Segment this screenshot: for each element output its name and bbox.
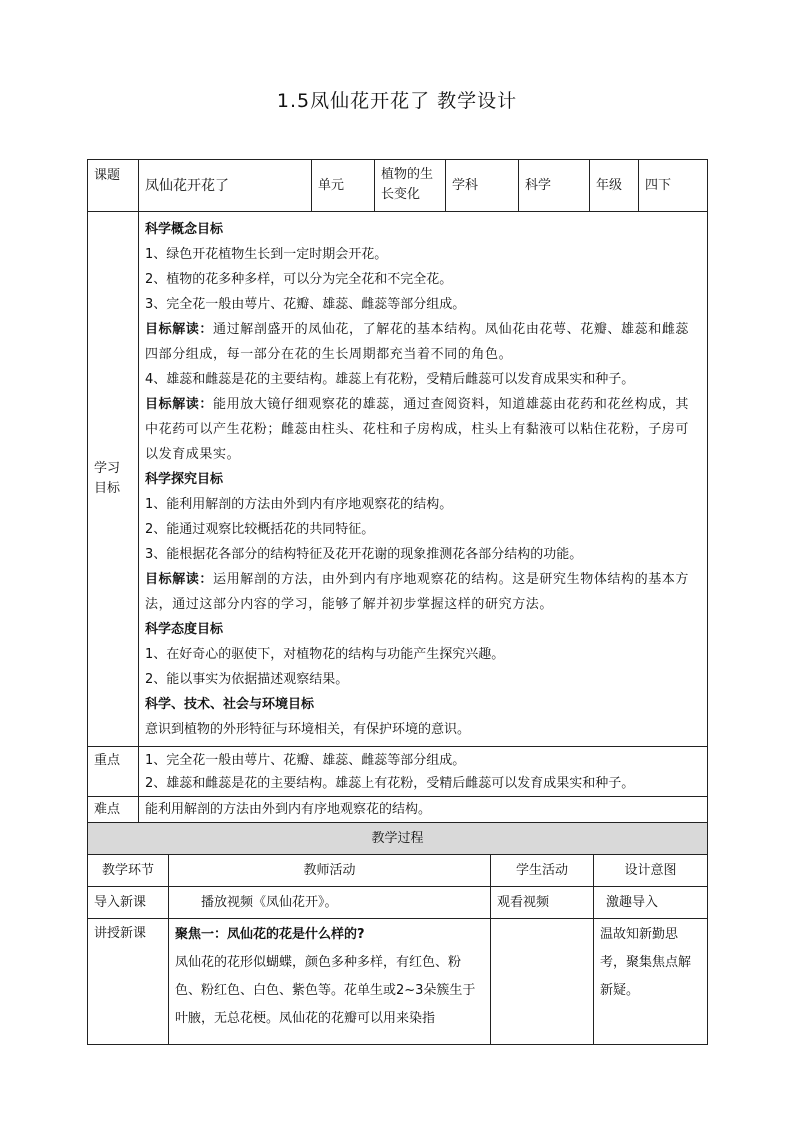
goal-line: 1、绿色开花植物生长到一定时期会开花。 xyxy=(145,247,388,262)
intent-teach-text: 温故知新勤思考，聚集焦点解新疑。 xyxy=(600,927,692,998)
label-difficulty: 难点 xyxy=(88,797,139,823)
intent-intro: 激趣导入 xyxy=(594,887,708,919)
goal-note-label: 目标解读： xyxy=(145,572,214,587)
topic-value: 凤仙花开花了 xyxy=(139,160,312,212)
student-intro: 观看视频 xyxy=(491,887,594,919)
goal-line: 3、能根据花各部分的结构特征及花开花谢的现象推测花各部分结构的功能。 xyxy=(145,547,583,562)
document-title: 1.5凤仙花开花了 教学设计 xyxy=(276,90,518,112)
subject-value: 科学 xyxy=(519,160,590,212)
goal-heading: 科学探究目标 xyxy=(145,472,224,487)
unit-value: 植物的生长变化 xyxy=(375,160,446,212)
teacher-teach xyxy=(169,919,491,1045)
label-goals xyxy=(88,212,139,747)
goal-note xyxy=(145,567,701,617)
teacher-teach-text: 凤仙花的花形似蝴蝶，颜色多种多样，有红色、粉色、粉红色、白色、紫色等。花单生或2~3朵簇生于叶腋，无总花梗。凤仙花的花瓣可以用来染指 xyxy=(175,955,476,1026)
label-goals-line2: 目标 xyxy=(94,481,121,496)
process-table xyxy=(87,822,708,1045)
focus-heading: 聚焦一：凤仙花的花是什么样的? xyxy=(175,927,365,942)
goal-line: 4、雄蕊和雌蕊是花的主要结构。雄蕊上有花粉，受精后雌蕊可以发育成果实和种子。 xyxy=(145,372,635,387)
label-key-points: 重点 xyxy=(88,747,139,797)
goal-heading: 科学概念目标 xyxy=(145,222,224,237)
goal-note xyxy=(145,392,701,467)
process-header: 教学过程 xyxy=(88,823,708,855)
goal-line: 1、在好奇心的驱使下，对植物花的结构与功能产生探究兴趣。 xyxy=(145,647,505,662)
goal-note xyxy=(145,317,701,367)
col-phase: 教学环节 xyxy=(88,855,169,887)
label-unit: 单元 xyxy=(312,160,375,212)
goal-note-text: 运用解剖的方法，由外到内有序地观察花的结构。这是研究生物体结构的基本方法，通过这部分内容的学习，能够了解并初步掌握这样的研究方法。 xyxy=(145,572,690,612)
grade-value: 四下 xyxy=(639,160,708,212)
intent-teach xyxy=(594,919,708,1045)
lesson-info-table xyxy=(87,159,708,823)
goal-line: 意识到植物的外形特征与环境相关，有保护环境的意识。 xyxy=(145,722,471,737)
col-student: 学生活动 xyxy=(491,855,594,887)
goal-heading: 科学、技术、社会与环境目标 xyxy=(145,697,315,712)
goals-content xyxy=(139,212,708,747)
goal-line: 1、能利用解剖的方法由外到内有序地观察花的结构。 xyxy=(145,497,453,512)
key-points-content xyxy=(139,747,708,797)
goal-note-text: 通过解剖盛开的凤仙花，了解花的基本结构。凤仙花由花萼、花瓣、雄蕊和雌蕊四部分组成，每一部分在花的生长周期都充当着不同的角色。 xyxy=(145,322,690,362)
goal-heading: 科学态度目标 xyxy=(145,622,224,637)
difficulty-content: 能利用解剖的方法由外到内有序地观察花的结构。 xyxy=(139,797,708,823)
col-intent: 设计意图 xyxy=(594,855,708,887)
phase-teach: 讲授新课 xyxy=(88,919,169,1045)
goal-line: 2、能通过观察比较概括花的共同特征。 xyxy=(145,522,375,537)
goal-note-label: 目标解读： xyxy=(145,322,214,337)
phase-intro: 导入新课 xyxy=(88,887,169,919)
label-topic: 课题 xyxy=(88,160,139,212)
key-point-line: 2、雄蕊和雌蕊是花的主要结构。雄蕊上有花粉，受精后雌蕊可以发育成果实和种子。 xyxy=(145,776,635,791)
goal-line: 2、能以事实为依据描述观察结果。 xyxy=(145,672,349,687)
key-point-line: 1、完全花一般由萼片、花瓣、雄蕊、雌蕊等部分组成。 xyxy=(145,753,466,768)
label-subject: 学科 xyxy=(446,160,519,212)
goal-note-label: 目标解读： xyxy=(145,397,214,412)
label-grade: 年级 xyxy=(590,160,639,212)
student-teach xyxy=(491,919,594,1045)
goal-note-text: 能用放大镜仔细观察花的雄蕊，通过查阅资料，知道雄蕊由花药和花丝构成，其中花药可以产生花粉；雌蕊由柱头、花柱和子房构成，柱头上有黏液可以粘住花粉，子房可以发育成果实。 xyxy=(145,397,690,462)
teacher-intro: 播放视频《凤仙花开》。 xyxy=(169,887,491,919)
col-teacher: 教师活动 xyxy=(169,855,491,887)
goal-line: 3、完全花一般由萼片、花瓣、雄蕊、雌蕊等部分组成。 xyxy=(145,297,466,312)
goal-line: 2、植物的花多种多样，可以分为完全花和不完全花。 xyxy=(145,272,453,287)
label-goals-line1: 学习 xyxy=(94,461,121,476)
